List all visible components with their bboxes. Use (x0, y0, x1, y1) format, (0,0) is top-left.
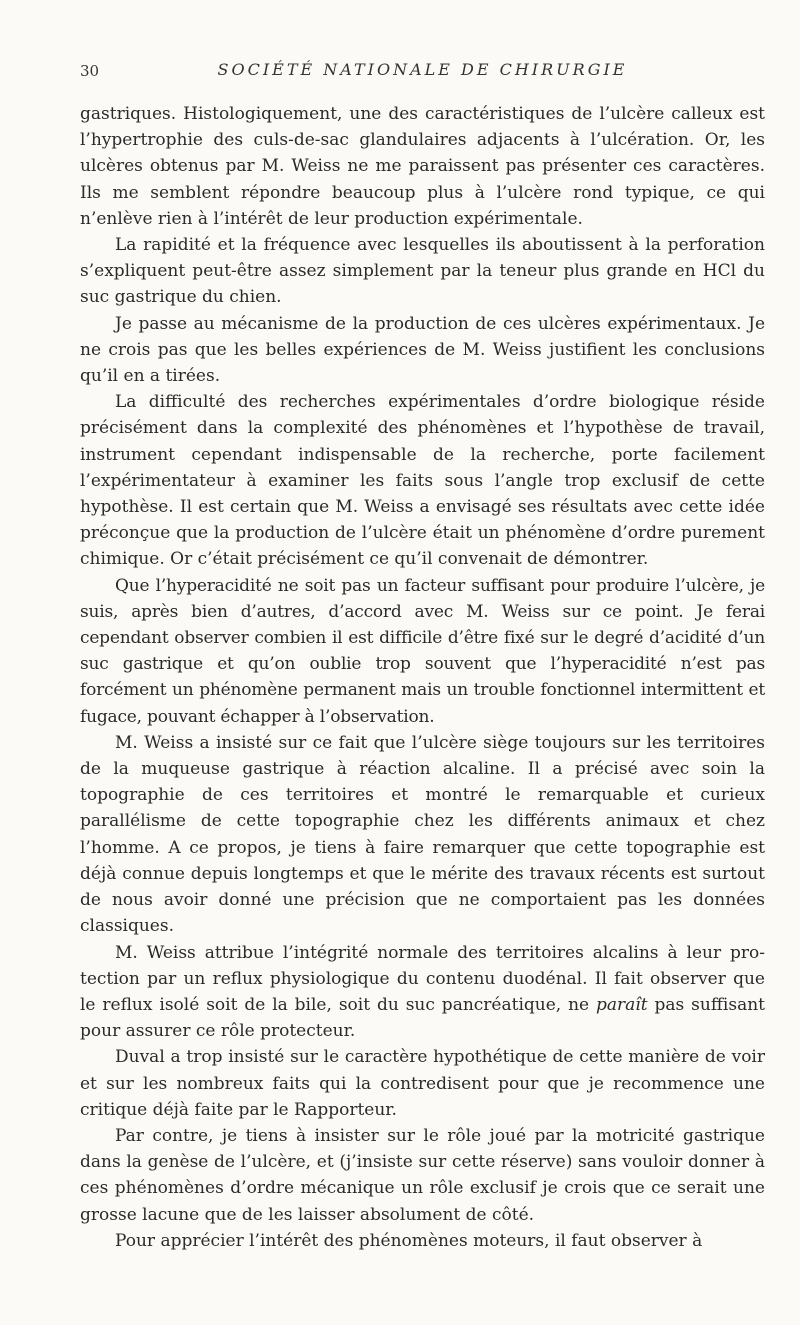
paragraph: Je passe au mécanisme de la production de ces ulcères expérimentaux. Je ne crois pas que les belles expériences de M. Weiss justifient les conclusions qu’il en a tirées. (80, 313, 765, 387)
paragraph: Pour apprécier l’intérêt des phénomènes moteurs, il faut observer à (115, 1230, 703, 1251)
running-head: SOCIÉTÉ NATIONALE DE CHIRURGIE (217, 60, 628, 79)
paragraph: Duval a trop insisté sur le caractère hypothétique de cette manière de voir et sur les nombreux faits qui la contredisent pour que je recommence une critique déjà faite par le Rapporteur. (80, 1047, 765, 1120)
paragraph: gastriques. Histologiquement, une des caractéristiques de l’ulcère calleux est l’hypertrophie des culs-de-sac glandulaires adjacents à l’ulcération. Or, les ulcères obtenus par M. Weiss ne me paraissent pas présenter ces caractères. Ils me semblent répondre beaucoup plus à l’ulcère rond typique, ce qui n’enlève rien à l’intérêt de leur production expérimentale. (80, 104, 765, 229)
paragraph-text: M. Weiss attribue l’intégrité normale des territoires alcalins à leur protection par un reflux physiologique du contenu duodénal. Il fait observer que le reflux isolé soit de la bile, soit du suc pancréatique, ne (80, 942, 765, 1015)
paragraph: M. Weiss a insisté sur ce fait que l’ulcère siège toujours sur les territoires de la muqueuse gastrique à réaction alcaline. Il a précisé avec soin la topographie de ces territoires et montré le remarquable et curieux parallélisme de cette topographie chez les différents animaux et chez l’homme. A ce propos, je tiens à faire remarquer que cette topographie est déjà connue depuis longtemps et que le mérite des travaux récents est surtout de nous avoir donné une précision que ne comportaient pas les données classiques. (80, 732, 765, 937)
page-header (80, 60, 765, 86)
paragraph: Que l’hyperacidité ne soit pas un facteur suffisant pour produire l’ulcère, je suis, après bien d’autres, d’accord avec M. Weiss sur ce point. Je ferai cependant observer combien il est difficile d’être fixé sur le degré d’acidité d’un suc gastrique et qu’on oublie trop souvent que l’hyperacidité n’est pas forcément un phénomène permanent mais un trouble fonctionnel intermittent et fugace, pouvant échapper à l’observation. (80, 575, 765, 727)
italic-word: paraît (596, 994, 648, 1015)
paragraph (80, 940, 765, 1045)
paragraph: La difficulté des recherches expérimentales d’ordre biologique réside précisément dans la complexité des phénomènes et l’hypothèse de travail, instrument cependant indispensable de la recherche, porte facilement l’expérimentateur à examiner les faits sous l’angle trop exclusif de cette hypothèse. Il est certain que M. Weiss a envisagé ses résultats avec cette idée préconçue que la production de l’ulcère était un phénomène d’ordre purement chimique. Or c’était précisément ce qu’il convenait de démontrer. (80, 392, 765, 570)
body-text (80, 101, 765, 1254)
paragraph: Par contre, je tiens à insister sur le rôle joué par la motricité gastrique dans la genèse de l’ulcère, et (j’insiste sur cette réserve) sans vouloir donner à ces phénomènes d’ordre mécanique un rôle exclusif je crois que ce serait une grosse lacune que de les laisser absolument de côté. (80, 1125, 765, 1225)
paragraph: La rapidité et la fréquence avec lesquelles ils aboutissent à la perforation s’expliquent peut-être assez simplement par la teneur plus grande en HCl du suc gastrique du chien. (80, 235, 765, 308)
page-number: 30 (80, 62, 100, 80)
paragraph-text: pas suffisant pour assurer ce rôle protecteur. (80, 994, 765, 1042)
